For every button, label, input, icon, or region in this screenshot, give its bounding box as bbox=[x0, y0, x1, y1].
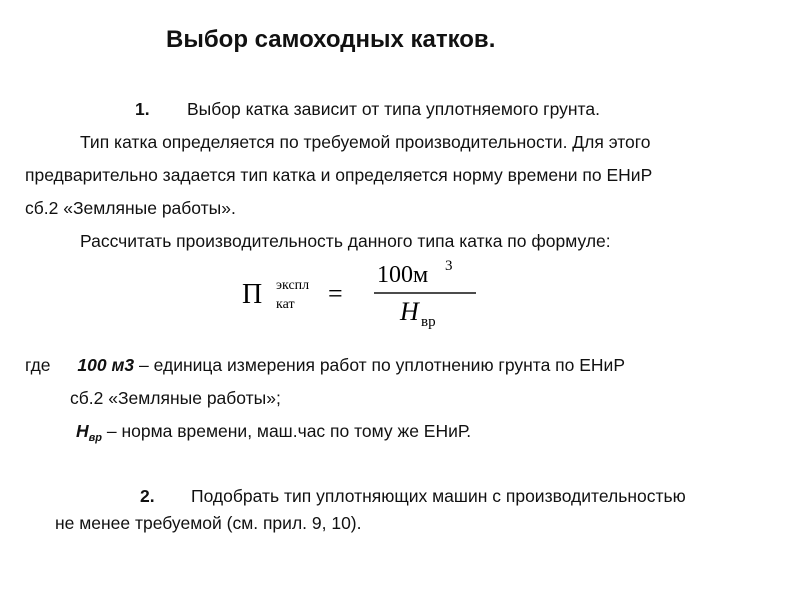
formula-eq: = bbox=[328, 279, 343, 308]
slide-title: Выбор самоходных катков. bbox=[166, 26, 496, 53]
item2-line1: Подобрать тип уплотняющих машин с производительностью bbox=[191, 486, 686, 506]
formula-numerator-exp: 3 bbox=[445, 258, 453, 274]
where-cont1: сб.2 «Земляные работы»; bbox=[70, 388, 281, 408]
where-term2: Н bbox=[76, 421, 89, 441]
formula-lhs: П bbox=[242, 279, 263, 310]
para2-text: Рассчитать производительность данного типа катка по формуле: bbox=[80, 231, 611, 251]
para1-line3: сб.2 «Земляные работы». bbox=[25, 198, 236, 218]
formula bbox=[240, 258, 485, 330]
where-term1: 100 м3 bbox=[77, 355, 135, 375]
para1-line1: Тип катка определяется по требуемой производительности. Для этого bbox=[80, 132, 651, 152]
where-term2-sub: вр bbox=[88, 432, 103, 444]
where-line3 bbox=[76, 420, 471, 445]
formula-denominator: H bbox=[400, 297, 419, 326]
where-prefix: где bbox=[25, 355, 51, 375]
item2-line2: не менее требуемой (см. прил. 9, 10). bbox=[55, 513, 362, 533]
item1-text: Выбор катка зависит от типа уплотняемого грунта. bbox=[187, 99, 600, 119]
formula-sub: кат bbox=[276, 297, 295, 312]
para1-line2: предварительно задается тип катка и определяется норму времени по ЕНиР bbox=[25, 165, 653, 185]
formula-sup: экспл bbox=[276, 278, 310, 293]
formula-denominator-sub: вр bbox=[421, 314, 436, 330]
item2-number: 2. bbox=[140, 486, 155, 506]
where-dash2: – норма времени, маш.час по тому же ЕНиР. bbox=[102, 421, 472, 441]
formula-numerator: 100м bbox=[377, 262, 429, 288]
where-line1 bbox=[25, 354, 625, 376]
where-dash1: – единица измерения работ по уплотнению грунта по ЕНиР bbox=[134, 355, 626, 375]
item1-number: 1. bbox=[135, 99, 150, 119]
